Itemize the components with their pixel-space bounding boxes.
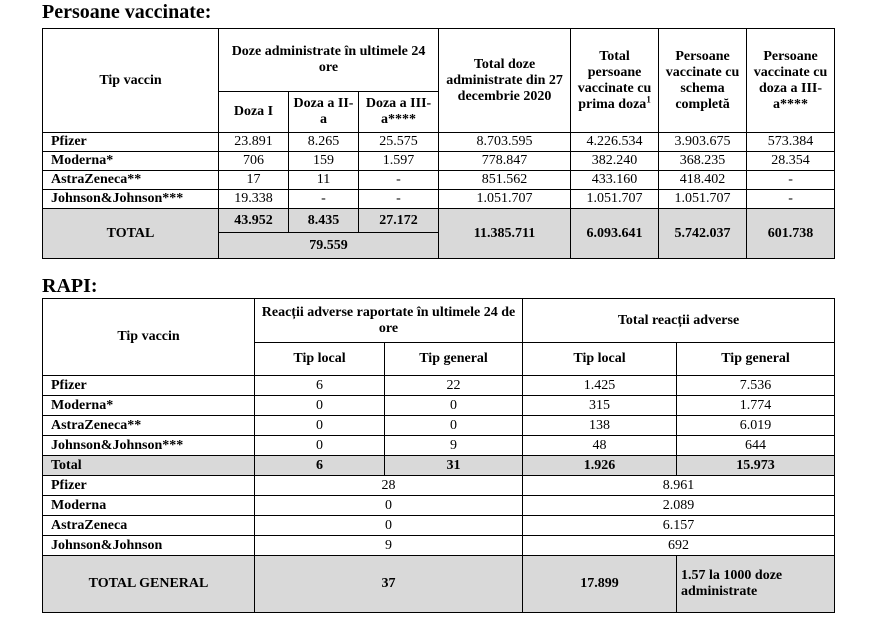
cell: 418.402 bbox=[659, 171, 747, 190]
cell: 1.597 bbox=[359, 152, 439, 171]
col-prima-doza: Total persoane vaccinate cu prima doza$^1$ bbox=[571, 29, 659, 133]
row-name: Johnson&Johnson*** bbox=[43, 190, 219, 209]
sum-row bbox=[43, 536, 835, 556]
cell: 0 bbox=[255, 496, 523, 516]
cell: 0 bbox=[385, 416, 523, 436]
cell: 2.089 bbox=[523, 496, 835, 516]
cell: 28.354 bbox=[747, 152, 835, 171]
sum-row bbox=[43, 476, 835, 496]
cell: - bbox=[289, 190, 359, 209]
row-name: AstraZeneca bbox=[43, 516, 255, 536]
cell: 1.051.707 bbox=[439, 190, 571, 209]
cell: 4.226.534 bbox=[571, 133, 659, 152]
grand-total-row bbox=[43, 556, 835, 613]
total-row bbox=[43, 209, 835, 233]
total-l24: 6 bbox=[255, 456, 385, 476]
row-name: Pfizer bbox=[43, 376, 255, 396]
cell: 138 bbox=[523, 416, 677, 436]
cell: 8.961 bbox=[523, 476, 835, 496]
row-name: Pfizer bbox=[43, 476, 255, 496]
cell: - bbox=[359, 190, 439, 209]
total-d2: 8.435 bbox=[289, 209, 359, 233]
cell: 22 bbox=[385, 376, 523, 396]
col-doza-2: Doza a II-a bbox=[289, 92, 359, 133]
cell: 0 bbox=[255, 416, 385, 436]
vaccinated-heading: Persoane vaccinate: bbox=[42, 1, 212, 23]
col-local-24h: Tip local bbox=[255, 343, 385, 376]
total-lt: 1.926 bbox=[523, 456, 677, 476]
total-24h-sum: 79.559 bbox=[219, 233, 439, 259]
vaccinated-table bbox=[42, 28, 835, 259]
table-row bbox=[43, 416, 835, 436]
cell: 644 bbox=[677, 436, 835, 456]
col-doze-24h: Doze administrate în ultimele 24 ore bbox=[219, 29, 439, 92]
sum-row bbox=[43, 496, 835, 516]
table-row bbox=[43, 436, 835, 456]
cell: 23.891 bbox=[219, 133, 289, 152]
cell: 0 bbox=[385, 396, 523, 416]
row-name: Johnson&Johnson*** bbox=[43, 436, 255, 456]
col-schema-completa: Persoane vaccinate cu schema completă bbox=[659, 29, 747, 133]
row-name: Pfizer bbox=[43, 133, 219, 152]
table-row bbox=[43, 396, 835, 416]
cell: 382.240 bbox=[571, 152, 659, 171]
cell: 433.160 bbox=[571, 171, 659, 190]
cell: 6 bbox=[255, 376, 385, 396]
cell: 0 bbox=[255, 436, 385, 456]
total-doza3: 601.738 bbox=[747, 209, 835, 259]
row-name: Moderna* bbox=[43, 396, 255, 416]
table-row bbox=[43, 152, 835, 171]
col-doza-3: Doza a III-a**** bbox=[359, 92, 439, 133]
rapi-heading: RAPI: bbox=[42, 275, 98, 297]
total-row bbox=[43, 456, 835, 476]
cell: 778.847 bbox=[439, 152, 571, 171]
row-name: AstraZeneca** bbox=[43, 416, 255, 436]
col-local-total: Tip local bbox=[523, 343, 677, 376]
total-doze: 11.385.711 bbox=[439, 209, 571, 259]
col-total-doze: Total doze administrate din 27 decembrie 2020 bbox=[439, 29, 571, 133]
total-label: Total bbox=[43, 456, 255, 476]
col-general-24h: Tip general bbox=[385, 343, 523, 376]
grand-total-label: TOTAL GENERAL bbox=[43, 556, 255, 613]
cell: 1.774 bbox=[677, 396, 835, 416]
grand-total-all: 17.899 bbox=[523, 556, 677, 613]
col-tip-vaccin: Tip vaccin bbox=[43, 29, 219, 133]
total-prima: 6.093.641 bbox=[571, 209, 659, 259]
total-d3: 27.172 bbox=[359, 209, 439, 233]
rapi-table bbox=[42, 298, 835, 613]
cell: 159 bbox=[289, 152, 359, 171]
cell: 692 bbox=[523, 536, 835, 556]
total-d1: 43.952 bbox=[219, 209, 289, 233]
col-general-total: Tip general bbox=[677, 343, 835, 376]
cell: 6.019 bbox=[677, 416, 835, 436]
cell: 573.384 bbox=[747, 133, 835, 152]
col-doza-1: Doza I bbox=[219, 92, 289, 133]
cell: 6.157 bbox=[523, 516, 835, 536]
cell: 9 bbox=[255, 536, 523, 556]
cell: 11 bbox=[289, 171, 359, 190]
cell: 28 bbox=[255, 476, 523, 496]
grand-total-24h: 37 bbox=[255, 556, 523, 613]
col-tip-vaccin: Tip vaccin bbox=[43, 299, 255, 376]
table-row bbox=[43, 376, 835, 396]
cell: 851.562 bbox=[439, 171, 571, 190]
row-name: Johnson&Johnson bbox=[43, 536, 255, 556]
cell: 8.703.595 bbox=[439, 133, 571, 152]
row-name: Moderna bbox=[43, 496, 255, 516]
col-reactii-24h: Reacții adverse raportate în ultimele 24 de ore bbox=[255, 299, 523, 343]
table-row bbox=[43, 171, 835, 190]
cell: - bbox=[747, 171, 835, 190]
cell: 1.051.707 bbox=[571, 190, 659, 209]
row-name: Moderna* bbox=[43, 152, 219, 171]
table-row bbox=[43, 190, 835, 209]
col-total-reactii: Total reacții adverse bbox=[523, 299, 835, 343]
cell: 7.536 bbox=[677, 376, 835, 396]
cell: - bbox=[747, 190, 835, 209]
cell: 8.265 bbox=[289, 133, 359, 152]
cell: 25.575 bbox=[359, 133, 439, 152]
col-doza3-persons: Persoane vaccinate cu doza a III-a**** bbox=[747, 29, 835, 133]
cell: 0 bbox=[255, 396, 385, 416]
cell: 17 bbox=[219, 171, 289, 190]
table-row bbox=[43, 133, 835, 152]
cell: 19.338 bbox=[219, 190, 289, 209]
grand-total-rate: 1.57 la 1000 doze administrate bbox=[677, 556, 835, 613]
cell: - bbox=[359, 171, 439, 190]
cell: 3.903.675 bbox=[659, 133, 747, 152]
total-g24: 31 bbox=[385, 456, 523, 476]
row-name: AstraZeneca** bbox=[43, 171, 219, 190]
cell: 315 bbox=[523, 396, 677, 416]
cell: 1.051.707 bbox=[659, 190, 747, 209]
cell: 0 bbox=[255, 516, 523, 536]
sum-row bbox=[43, 516, 835, 536]
cell: 706 bbox=[219, 152, 289, 171]
cell: 9 bbox=[385, 436, 523, 456]
total-label: TOTAL bbox=[43, 209, 219, 259]
cell: 368.235 bbox=[659, 152, 747, 171]
cell: 48 bbox=[523, 436, 677, 456]
total-gt: 15.973 bbox=[677, 456, 835, 476]
total-complet: 5.742.037 bbox=[659, 209, 747, 259]
cell: 1.425 bbox=[523, 376, 677, 396]
